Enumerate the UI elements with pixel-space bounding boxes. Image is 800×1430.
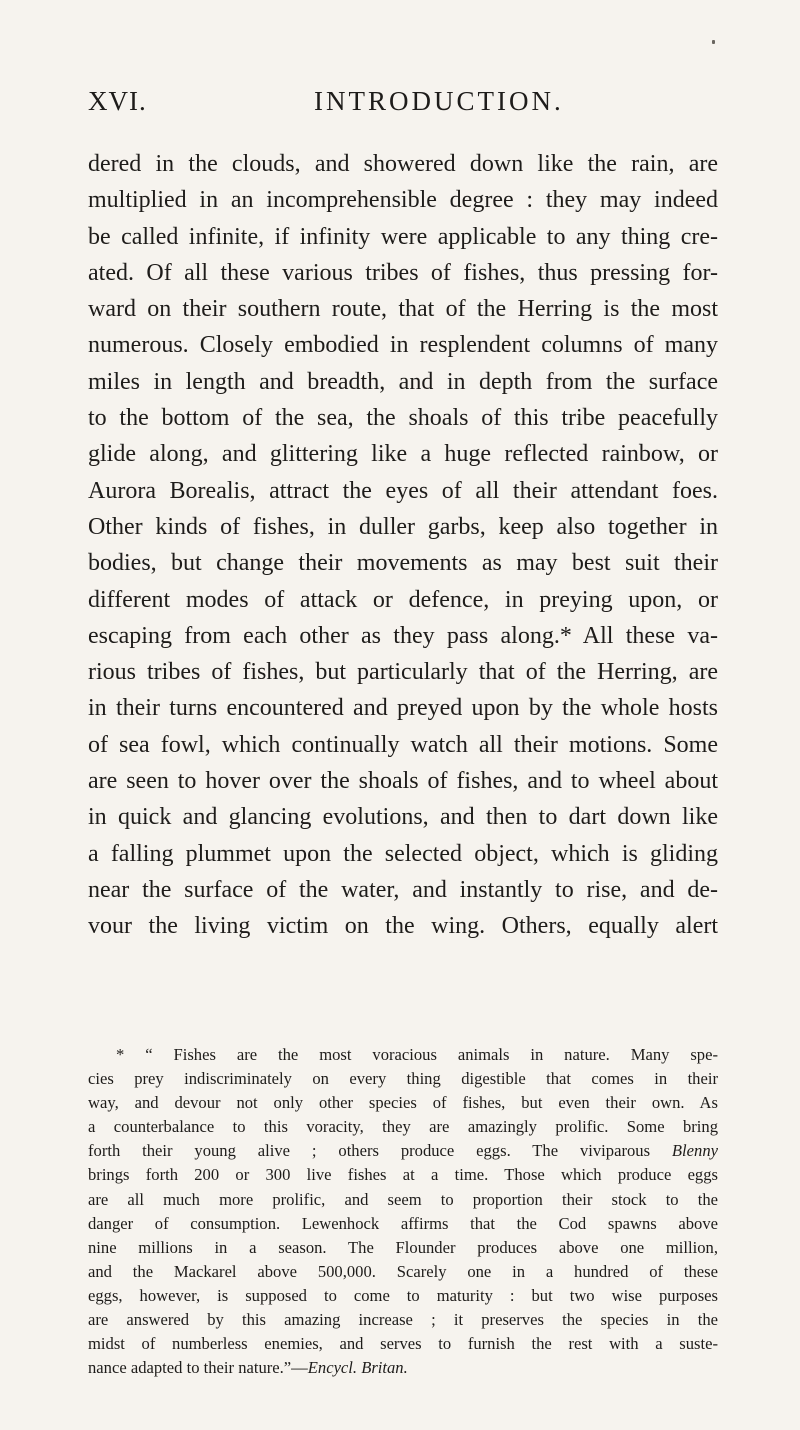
footnote-line: brings forth 200 or 300 live fishes at a time. Those which produce eggs bbox=[88, 1165, 718, 1185]
body-line: numerous. Closely embodied in resplendent columns of many bbox=[88, 332, 718, 359]
body-line: bodies, but change their movements as may best suit their bbox=[88, 550, 718, 577]
footnote-line-part: nance adapted to their nature.”— bbox=[88, 1358, 308, 1378]
footnote-line: nine millions in a season. The Flounder produces above one million, bbox=[88, 1237, 718, 1257]
footnote-citation: Encycl. Britan. bbox=[307, 1358, 408, 1378]
footnote-line: a counterbalance to this voracity, they are amazingly prolific. Some bring bbox=[88, 1117, 718, 1137]
paper-speck bbox=[712, 40, 715, 44]
body-line: different modes of attack or defence, in preying upon, or bbox=[88, 586, 718, 613]
page-number: XVI. bbox=[88, 86, 147, 116]
footnote-line: danger of consumption. Lewenhock affirms that the Cod spawns above bbox=[88, 1213, 718, 1233]
footnote bbox=[88, 1043, 718, 1380]
footnote-line: are all much more prolific, and seem to proportion their stock to the bbox=[88, 1189, 718, 1209]
body-line: near the surface of the water, and instantly to rise, and de- bbox=[88, 876, 718, 903]
body-line: Aurora Borealis, attract the eyes of all their attendant foes. bbox=[88, 477, 718, 504]
footnote-line: are answered by this amazing increase ; it preserves the species in the bbox=[88, 1310, 718, 1330]
body-paragraph bbox=[88, 146, 718, 945]
italic-term: Blenny bbox=[671, 1141, 718, 1161]
body-line: to the bottom of the sea, the shoals of this tribe peacefully bbox=[88, 405, 718, 432]
footnote-line: eggs, however, is supposed to come to maturity : but two wise purposes bbox=[88, 1285, 718, 1305]
footnote-last-line bbox=[88, 1356, 718, 1380]
body-line: ated. Of all these various tribes of fishes, thus pressing for- bbox=[88, 259, 718, 286]
body-line: glide along, and glittering like a huge reflected rainbow, or bbox=[88, 441, 718, 468]
footnote-line: * “ Fishes are the most voracious animals in nature. Many spe- bbox=[116, 1045, 718, 1064]
running-head: INTRODUCTION. bbox=[314, 86, 564, 116]
body-line: miles in length and breadth, and in depth from the surface bbox=[88, 368, 718, 395]
footnote-line: and the Mackarel above 500,000. Scarely one in a hundred of these bbox=[88, 1261, 718, 1281]
body-line: rious tribes of fishes, but particularly that of the Herring, are bbox=[88, 659, 718, 686]
body-line: a falling plummet upon the selected object, which is gliding bbox=[88, 840, 718, 867]
body-line: vour the living victim on the wing. Others, equally alert bbox=[88, 913, 718, 940]
body-line: of sea fowl, which continually watch all their motions. Some bbox=[88, 731, 718, 758]
body-line: ward on their southern route, that of the Herring is the most bbox=[88, 296, 718, 323]
footnote-line: cies prey indiscriminately on every thing digestible that comes in their bbox=[88, 1069, 718, 1089]
footnote-line: way, and devour not only other species of fishes, but even their own. As bbox=[88, 1093, 718, 1113]
body-line: in their turns encountered and preyed upon by the whole hosts bbox=[88, 695, 718, 722]
body-line: in quick and glancing evolutions, and then to dart down like bbox=[88, 804, 718, 831]
body-line: are seen to hover over the shoals of fishes, and to wheel about bbox=[88, 768, 718, 795]
body-line: be called infinite, if infinity were applicable to any thing cre- bbox=[88, 223, 718, 250]
body-line: Other kinds of fishes, in duller garbs, keep also together in bbox=[88, 513, 718, 540]
footnote-line-part: forth their young alive ; others produce eggs. The viviparous bbox=[88, 1141, 651, 1161]
body-line: escaping from each other as they pass along.* All these va- bbox=[88, 622, 718, 649]
footnote-line-with-italic bbox=[88, 1139, 718, 1163]
body-line: multiplied in an incomprehensible degree : they may indeed bbox=[88, 187, 718, 214]
footnote-line: midst of numberless enemies, and serves to furnish the rest with a suste- bbox=[88, 1334, 718, 1354]
body-line: dered in the clouds, and showered down like the rain, are bbox=[88, 151, 718, 177]
page-header bbox=[88, 86, 718, 126]
